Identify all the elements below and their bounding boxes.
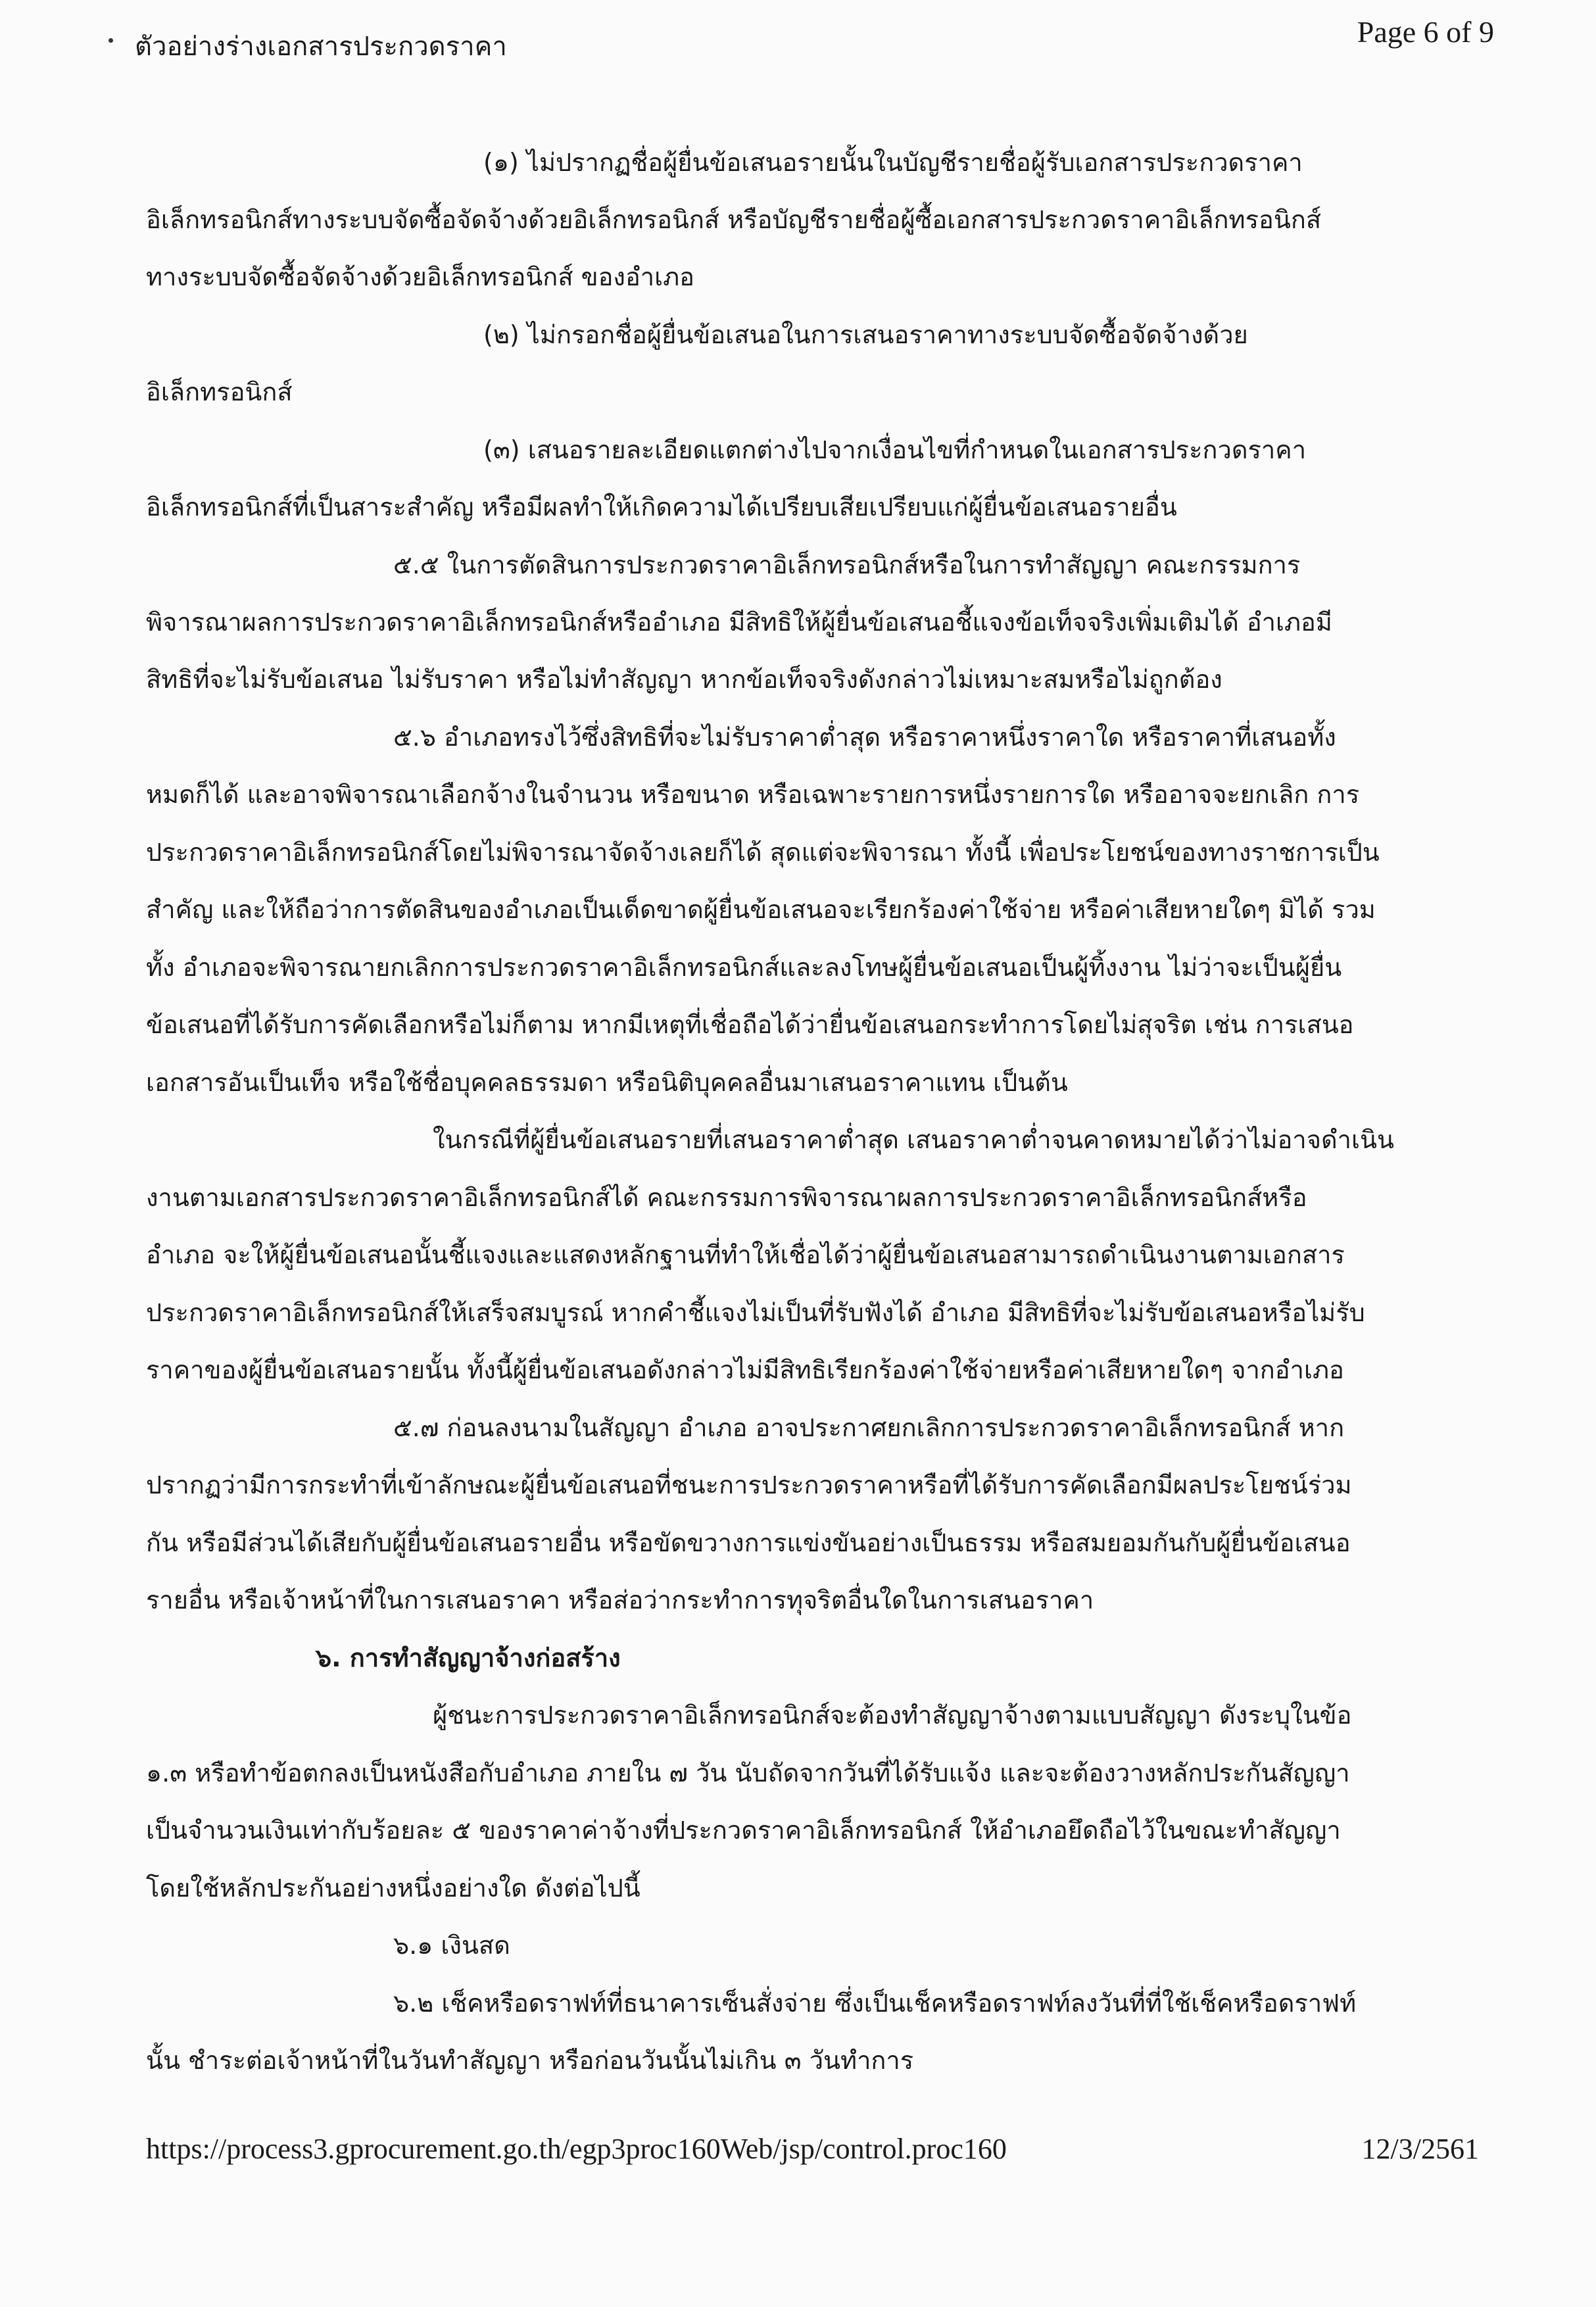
text-line: เป็นจำนวนเงินเท่ากับร้อยละ ๕ ของราคาค่าจ้างที่ประกวดราคาอิเล็กทรอนิกส์ ให้อำเภอยึดถือไว้ในขณะทำสัญญา <box>146 1816 1341 1845</box>
text-line: (๓) เสนอรายละเอียดแตกต่างไปจากเงื่อนไขที่กำหนดในเอกสารประกวดราคา <box>483 435 1307 464</box>
text-line: สำคัญ และให้ถือว่าการตัดสินของอำเภอเป็นเด็ดขาดผู้ยื่นข้อเสนอจะเรียกร้องค่าใช้จ่าย หรือค่าเสียหายใดๆ มิได้ รวม <box>146 895 1376 924</box>
text-line: ประกวดราคาอิเล็กทรอนิกส์ให้เสร็จสมบูรณ์ หากคำชี้แจงไม่เป็นที่รับฟังได้ อำเภอ มีสิทธิที่จะไม่รับข้อเสนอหรือไม่รับ <box>146 1298 1365 1327</box>
footer-url[interactable]: https://process3.gprocurement.go.th/egp3proc160Web/jsp/control.proc160 <box>146 2133 1007 2165</box>
text-line: ๑.๓ หรือทำข้อตกลงเป็นหนังสือกับอำเภอ ภายใน ๗ วัน นับถัดจากวันที่ได้รับแจ้ง และจะต้องวางหลักประกันสัญญา <box>146 1759 1350 1787</box>
text-line: ทางระบบจัดซื้อจัดจ้างด้วยอิเล็กทรอนิกส์ ของอำเภอ <box>146 262 694 291</box>
text-line: ๖. การทำสัญญาจ้างก่อสร้าง <box>316 1643 621 1672</box>
text-line: ๖.๑ เงินสด <box>393 1931 510 1960</box>
text-line: กัน หรือมีส่วนได้เสียกับผู้ยื่นข้อเสนอรายอื่น หรือขัดขวางการแข่งขันอย่างเป็นธรรม หรือสมยอมกันกับผู้ยื่นข้อเสนอ <box>146 1528 1351 1557</box>
text-line: ๕.๕ ในการตัดสินการประกวดราคาอิเล็กทรอนิกส์หรือในการทำสัญญา คณะกรรมการ <box>393 550 1301 579</box>
text-line: เอกสารอันเป็นเท็จ หรือใช้ชื่อบุคคลธรรมดา หรือนิติบุคคลอื่นมาเสนอราคาแทน เป็นต้น <box>146 1068 1068 1097</box>
text-line: ราคาของผู้ยื่นข้อเสนอรายนั้น ทั้งนี้ผู้ยื่นข้อเสนอดังกล่าวไม่มีสิทธิเรียกร้องค่าใช้จ่ายหรือค่าเสียหายใดๆ จากอำเภอ <box>146 1355 1344 1384</box>
document-header-title: ตัวอย่างร่างเอกสารประกวดราคา <box>135 32 507 62</box>
text-line: ปรากฏว่ามีการกระทำที่เข้าลักษณะผู้ยื่นข้อเสนอที่ชนะการประกวดราคาหรือที่ได้รับการคัดเลือกมีผลประโยชน์ร่วม <box>146 1470 1352 1499</box>
page-number: Page 6 of 9 <box>1357 15 1494 49</box>
text-line: (๑) ไม่ปรากฏชื่อผู้ยื่นข้อเสนอรายนั้นในบัญชีรายชื่อผู้รับเอกสารประกวดราคา <box>483 148 1303 177</box>
text-line: ผู้ชนะการประกวดราคาอิเล็กทรอนิกส์จะต้องทำสัญญาจ้างตามแบบสัญญา ดังระบุในข้อ <box>433 1701 1352 1730</box>
text-line: ทั้ง อำเภอจะพิจารณายกเลิกการประกวดราคาอิเล็กทรอนิกส์และลงโทษผู้ยื่นข้อเสนอเป็นผู้ทิ้งงาน ไม่ว่าจะเป็นผู้ยื่น <box>146 953 1342 982</box>
bullet-mark <box>109 38 113 43</box>
text-line: งานตามเอกสารประกวดราคาอิเล็กทรอนิกส์ได้ คณะกรรมการพิจารณาผลการประกวดราคาอิเล็กทรอนิกส์หรือ <box>146 1183 1307 1212</box>
text-line: นั้น ชำระต่อเจ้าหน้าที่ในวันทำสัญญา หรือก่อนวันนั้นไม่เกิน ๓ วันทำการ <box>146 2046 914 2075</box>
text-line: อิเล็กทรอนิกส์ทางระบบจัดซื้อจัดจ้างด้วยอิเล็กทรอนิกส์ หรือบัญชีรายชื่อผู้ซื้อเอกสารประกวดราคาอิเล็กทรอนิกส์ <box>146 205 1322 234</box>
text-line: อิเล็กทรอนิกส์ที่เป็นสาระสำคัญ หรือมีผลทำให้เกิดความได้เปรียบเสียเปรียบแก่ผู้ยื่นข้อเสนอรายอื่น <box>146 493 1177 522</box>
text-line: สิทธิที่จะไม่รับข้อเสนอ ไม่รับราคา หรือไม่ทำสัญญา หากข้อเท็จจริงดังกล่าวไม่เหมาะสมหรือไม่ถูกต้อง <box>146 665 1222 694</box>
text-line: (๒) ไม่กรอกชื่อผู้ยื่นข้อเสนอในการเสนอราคาทางระบบจัดซื้อจัดจ้างด้วย <box>483 320 1248 349</box>
text-line: ๕.๗ ก่อนลงนามในสัญญา อำเภอ อาจประกาศยกเลิกการประกวดราคาอิเล็กทรอนิกส์ หาก <box>393 1413 1345 1442</box>
text-line: อำเภอ จะให้ผู้ยื่นข้อเสนอนั้นชี้แจงและแสดงหลักฐานที่ทำให้เชื่อได้ว่าผู้ยื่นข้อเสนอสามารถดำเนินงานตามเอกสาร <box>146 1240 1345 1269</box>
text-line: ๕.๖ อำเภอทรงไว้ซึ่งสิทธิที่จะไม่รับราคาต่ำสุด หรือราคาหนึ่งราคาใด หรือราคาที่เสนอทั้ง <box>393 723 1336 752</box>
text-line: พิจารณาผลการประกวดราคาอิเล็กทรอนิกส์หรืออำเภอ มีสิทธิให้ผู้ยื่นข้อเสนอชี้แจงข้อเท็จจริงเพิ่มเติมได้ อำเภอมี <box>146 608 1332 637</box>
footer-date: 12/3/2561 <box>1361 2133 1479 2165</box>
text-line: ในกรณีที่ผู้ยื่นข้อเสนอรายที่เสนอราคาต่ำสุด เสนอราคาต่ำจนคาดหมายได้ว่าไม่อาจดำเนิน <box>433 1125 1394 1154</box>
text-line: ๖.๒ เช็คหรือดราฟท์ที่ธนาคารเซ็นสั่งจ่าย ซึ่งเป็นเช็คหรือดราฟท์ลงวันที่ที่ใช้เช็คหรือดราฟท์ <box>393 1989 1357 2018</box>
text-line: หมดก็ได้ และอาจพิจารณาเลือกจ้างในจำนวน หรือขนาด หรือเฉพาะรายการหนึ่งรายการใด หรืออาจจะยกเลิก การ <box>146 780 1360 809</box>
text-line: อิเล็กทรอนิกส์ <box>146 377 293 406</box>
text-line: รายอื่น หรือเจ้าหน้าที่ในการเสนอราคา หรือส่อว่ากระทำการทุจริตอื่นใดในการเสนอราคา <box>146 1586 1094 1615</box>
text-line: ประกวดราคาอิเล็กทรอนิกส์โดยไม่พิจารณาจัดจ้างเลยก็ได้ สุดแต่จะพิจารณา ทั้งนี้ เพื่อประโยชน์ของทางราชการเป็น <box>146 838 1380 867</box>
text-line: ข้อเสนอที่ได้รับการคัดเลือกหรือไม่ก็ตาม หากมีเหตุที่เชื่อถือได้ว่ายื่นข้อเสนอกระทำการโดยไม่สุจริต เช่น การเสนอ <box>146 1010 1354 1039</box>
text-line: โดยใช้หลักประกันอย่างหนึ่งอย่างใด ดังต่อไปนี้ <box>146 1874 641 1903</box>
